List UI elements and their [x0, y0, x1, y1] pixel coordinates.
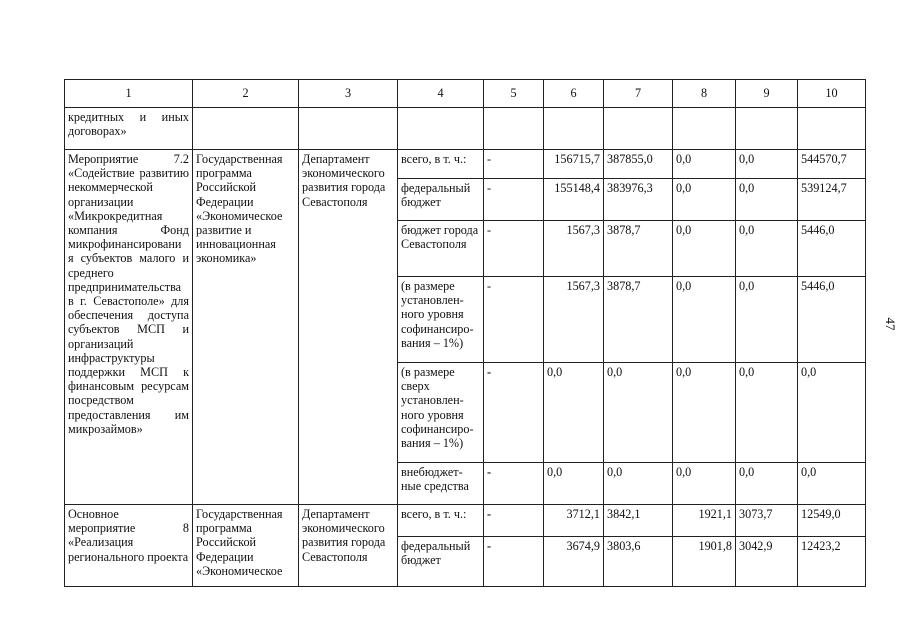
cell-col-10: 544570,7: [798, 150, 866, 179]
header-col-9: 9: [736, 80, 798, 108]
cell-col-8: 0,0: [673, 463, 736, 505]
cell-col-10: 0,0: [798, 463, 866, 505]
cell-col-9: 0,0: [736, 363, 798, 463]
cell-col-10: 12549,0: [798, 505, 866, 537]
event-8-program: Государственная программа Российской Федерации «Экономическое: [193, 505, 299, 587]
cell-col-7: 387855,0: [604, 150, 673, 179]
cell-col-8: 1901,8: [673, 537, 736, 587]
event-8-executor: Департамент экономического развития города Севастополя: [299, 505, 398, 587]
cell-col-6: 155148,4: [544, 179, 604, 221]
header-col-1: 1: [65, 80, 193, 108]
cell-col-9: 0,0: [736, 463, 798, 505]
header-col-5: 5: [484, 80, 544, 108]
funding-source: всего, в т. ч.:: [398, 505, 484, 537]
cell-col-6: 0,0: [544, 363, 604, 463]
cell-col-8: 1921,1: [673, 505, 736, 537]
cell-col-10: 5446,0: [798, 277, 866, 363]
cell-col-10: 539124,7: [798, 179, 866, 221]
cell-col-7: 3803,6: [604, 537, 673, 587]
header-row: [65, 80, 866, 108]
cell-col-8: 0,0: [673, 179, 736, 221]
cell-col-5: -: [484, 221, 544, 277]
cell-col-6: 1567,3: [544, 221, 604, 277]
cell-col-7: 0,0: [604, 363, 673, 463]
cell-col-10: 0,0: [798, 363, 866, 463]
cell-col-6: 3674,9: [544, 537, 604, 587]
event-72-program: Государственная программа Российской Федерации «Экономическое развитие и инновационная экономика»: [193, 150, 299, 505]
funding-source: (в размере сверх установлен-ного уровня софинансиро-вания – 1%): [398, 363, 484, 463]
cell-col-8: 0,0: [673, 277, 736, 363]
cell-col-7: 383976,3: [604, 179, 673, 221]
continuation-row: [65, 108, 866, 150]
budget-table: [64, 79, 866, 587]
funding-source: (в размере установлен-ного уровня софинансиро-вания – 1%): [398, 277, 484, 363]
cell-col-6: 0,0: [544, 463, 604, 505]
cell-col-5: -: [484, 277, 544, 363]
funding-source: федеральный бюджет: [398, 179, 484, 221]
header-col-6: 6: [544, 80, 604, 108]
cell-col-6: 156715,7: [544, 150, 604, 179]
event-8-title: Основное мероприятие 8 «Реализация регионального проекта: [65, 505, 193, 587]
cell-col-9: 3042,9: [736, 537, 798, 587]
cell-col-7: 3842,1: [604, 505, 673, 537]
funding-source: внебюджет-ные средства: [398, 463, 484, 505]
header-col-10: 10: [798, 80, 866, 108]
cell-col-9: 0,0: [736, 277, 798, 363]
header-col-7: 7: [604, 80, 673, 108]
page-number: 47: [883, 317, 898, 331]
cell-col-5: -: [484, 363, 544, 463]
cell-col-5: -: [484, 150, 544, 179]
cell-col-9: 0,0: [736, 221, 798, 277]
cell-col-6: 3712,1: [544, 505, 604, 537]
funding-source: бюджет города Севастополя: [398, 221, 484, 277]
cell-col-5: -: [484, 505, 544, 537]
cell-col-7: 3878,7: [604, 221, 673, 277]
funding-source: всего, в т. ч.:: [398, 150, 484, 179]
cell-col-9: 0,0: [736, 150, 798, 179]
cell-col-5: -: [484, 179, 544, 221]
cell-col-7: 0,0: [604, 463, 673, 505]
cell-col-8: 0,0: [673, 150, 736, 179]
funding-source: федеральный бюджет: [398, 537, 484, 587]
event-72-executor: Департамент экономического развития города Севастополя: [299, 150, 398, 505]
cell-col-8: 0,0: [673, 221, 736, 277]
cell-col-5: -: [484, 463, 544, 505]
header-col-4: 4: [398, 80, 484, 108]
cell-col-10: 12423,2: [798, 537, 866, 587]
event-72-title: Мероприятие 7.2 «Содействие развитию некоммерческой организации «Микрокредитная компания Фонд микрофинансировани я субъектов малого и среднего предпринимательства в г. Севастополе» для обеспечения доступа субъектов МСП и организаций инфраструктуры поддержки МСП к финансовым ресурсам посредством предоставления им микрозаймов»: [65, 150, 193, 505]
table-row: [65, 150, 866, 179]
cell-col-6: 1567,3: [544, 277, 604, 363]
cell-col-8: 0,0: [673, 363, 736, 463]
header-col-3: 3: [299, 80, 398, 108]
cell-col-7: 3878,7: [604, 277, 673, 363]
cell-col-9: 0,0: [736, 179, 798, 221]
table-row: [65, 505, 866, 537]
cell-col-10: 5446,0: [798, 221, 866, 277]
cell-col-5: -: [484, 537, 544, 587]
continuation-text: кредитных и иных договорах»: [65, 108, 193, 150]
header-col-8: 8: [673, 80, 736, 108]
cell-col-9: 3073,7: [736, 505, 798, 537]
header-col-2: 2: [193, 80, 299, 108]
